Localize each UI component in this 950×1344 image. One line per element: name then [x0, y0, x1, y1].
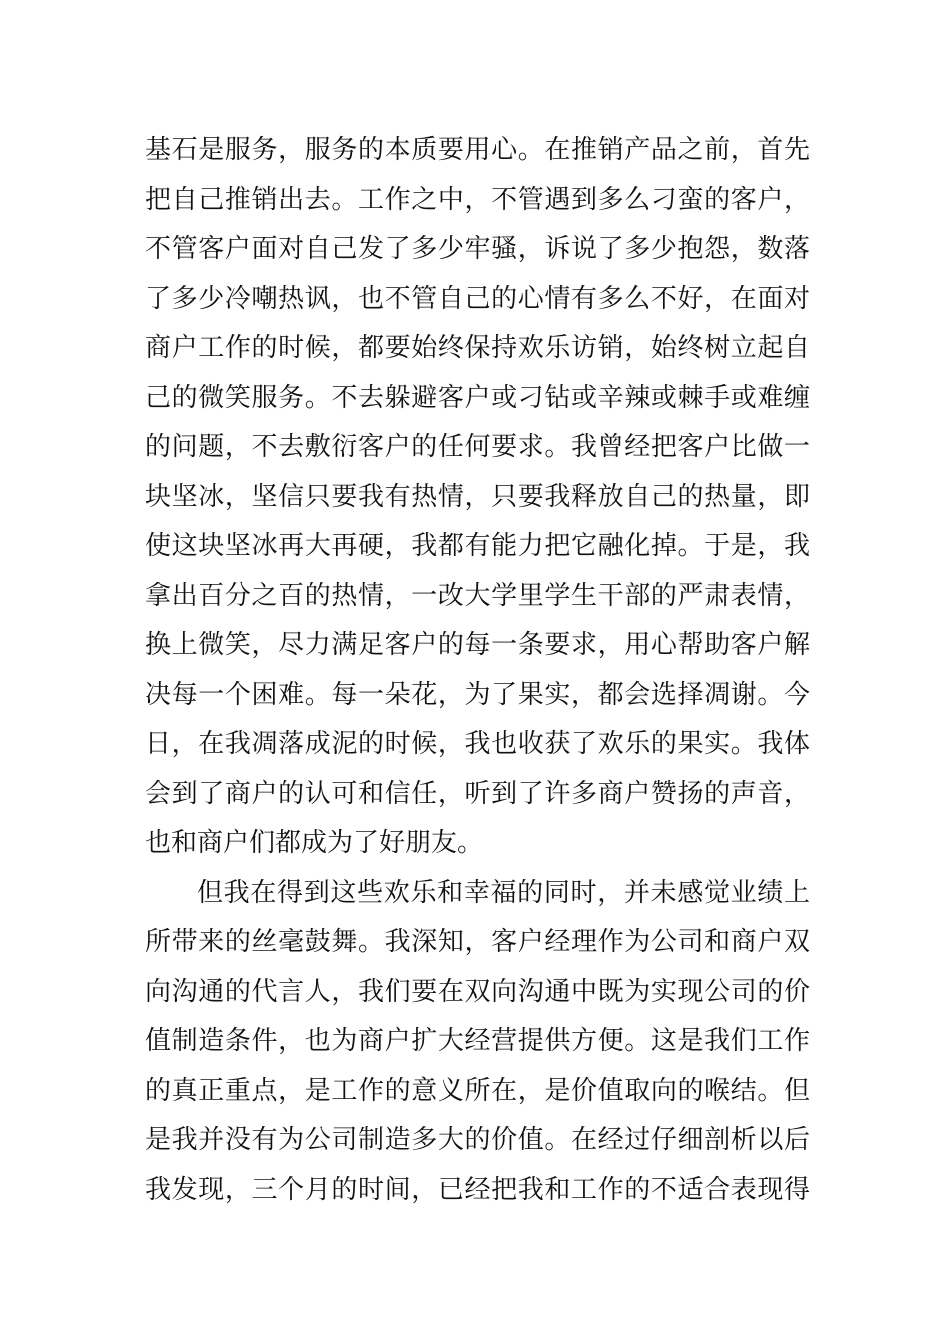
text-line: 基石是服务，服务的本质要用心。在推销产品之前，首先 — [145, 135, 810, 165]
text-line: 也和商户们都成为了好朋友。 — [145, 828, 484, 858]
text-line: 使这块坚冰再大再硬，我都有能力把它融化掉。于是，我 — [145, 531, 810, 561]
text-line: 换上微笑，尽力满足客户的每一条要求，用心帮助客户解 — [145, 630, 810, 660]
text-line: 日，在我凋落成泥的时候，我也收获了欢乐的果实。我体 — [145, 729, 810, 759]
text-line: 我发现，三个月的时间，已经把我和工作的不适合表现得 — [145, 1174, 810, 1205]
paragraph — [145, 869, 810, 1216]
text-line: 了多少冷嘲热讽，也不管自己的心情有多么不好，在面对 — [145, 283, 810, 314]
text-line: 值制造条件，也为商户扩大经营提供方便。这是我们工作 — [145, 1026, 810, 1056]
text-line: 的真正重点，是工作的意义所在，是价值取向的喉结。但 — [145, 1075, 810, 1106]
text-line: 块坚冰，坚信只要我有热情，只要我释放自己的热量，即 — [145, 481, 810, 512]
paragraph — [145, 126, 810, 869]
text-line: 己的微笑服务。不去躲避客户或刁钻或辛辣或棘手或难缠 — [145, 382, 810, 413]
text-line: 不管客户面对自己发了多少牢骚，诉说了多少抱怨，数落 — [145, 234, 810, 264]
text-line: 的问题，不去敷衍客户的任何要求。我曾经把客户比做一 — [145, 432, 810, 462]
text-line: 但我在得到这些欢乐和幸福的同时，并未感觉业绩上 — [197, 877, 810, 908]
text-line: 所带来的丝毫鼓舞。我深知，客户经理作为公司和商户双 — [145, 927, 810, 957]
document-body — [145, 126, 810, 1215]
text-line: 会到了商户的认可和信任，听到了许多商户赞扬的声音， — [145, 778, 810, 809]
text-line: 把自己推销出去。工作之中，不管遇到多么刁蛮的客户， — [145, 184, 810, 215]
text-line: 拿出百分之百的热情，一改大学里学生干部的严肃表情， — [145, 580, 810, 611]
text-line: 向沟通的代言人，我们要在双向沟通中既为实现公司的价 — [145, 976, 810, 1007]
text-line: 商户工作的时候，都要始终保持欢乐访销，始终树立起自 — [145, 333, 810, 363]
text-line: 决每一个困难。每一朵花，为了果实，都会选择凋谢。今 — [145, 679, 810, 710]
text-line: 是我并没有为公司制造多大的价值。在经过仔细剖析以后 — [145, 1125, 810, 1155]
